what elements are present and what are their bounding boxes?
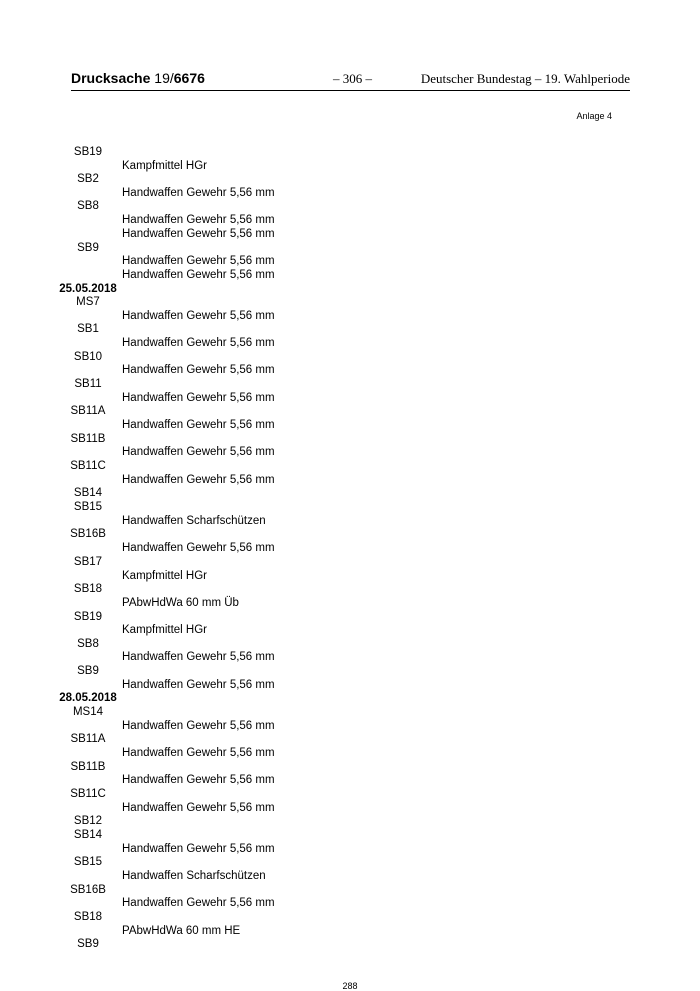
item-description: Kampfmittel HGr [122, 624, 207, 636]
item-description: Handwaffen Gewehr 5,56 mm [122, 364, 275, 376]
item-description: Handwaffen Gewehr 5,56 mm [122, 214, 275, 226]
item-description: PAbwHdWa 60 mm HE [122, 925, 241, 937]
item-description: PAbwHdWa 60 mm Üb [122, 597, 239, 609]
unit-code: SB11A [70, 733, 106, 745]
item-description: Handwaffen Gewehr 5,56 mm [122, 720, 275, 732]
unit-code: SB8 [77, 200, 99, 212]
page-number: 288 [342, 981, 358, 991]
unit-code: SB9 [77, 665, 99, 677]
unit-code: MS7 [76, 296, 100, 308]
item-description: Handwaffen Gewehr 5,56 mm [122, 392, 275, 404]
unit-code: SB18 [73, 583, 103, 595]
unit-code: MS14 [72, 706, 104, 718]
unit-code: SB14 [73, 829, 103, 841]
item-description: Handwaffen Scharfschützen [122, 870, 266, 882]
item-description: Handwaffen Gewehr 5,56 mm [122, 228, 275, 240]
unit-code: SB11B [70, 433, 106, 445]
unit-code: SB9 [77, 242, 99, 254]
date-heading: 28.05.2018 [59, 692, 117, 704]
item-description: Handwaffen Gewehr 5,56 mm [122, 747, 275, 759]
publisher: Deutscher Bundestag – 19. Wahlperiode [420, 71, 630, 86]
unit-code: SB11C [70, 460, 106, 472]
item-description: Handwaffen Gewehr 5,56 mm [122, 897, 275, 909]
item-description: Handwaffen Gewehr 5,56 mm [122, 187, 275, 199]
unit-code: SB1 [77, 323, 99, 335]
unit-code: SB14 [73, 487, 103, 499]
unit-code: SB19 [73, 611, 103, 623]
unit-code: SB15 [73, 856, 103, 868]
document-number-suffix: 6676 [173, 70, 205, 86]
unit-code: SB9 [77, 938, 99, 950]
unit-code: SB17 [73, 556, 103, 568]
document-number-prefix: 19/ [150, 70, 174, 86]
item-description: Handwaffen Gewehr 5,56 mm [122, 337, 275, 349]
item-description: Handwaffen Gewehr 5,56 mm [122, 419, 275, 431]
item-description: Handwaffen Gewehr 5,56 mm [122, 255, 275, 267]
item-description: Handwaffen Gewehr 5,56 mm [122, 843, 275, 855]
item-description: Kampfmittel HGr [122, 570, 207, 582]
unit-code: SB11C [70, 788, 106, 800]
page-counter: – 306 – [333, 71, 372, 86]
unit-code: SB11 [74, 378, 102, 390]
unit-code: SB8 [77, 638, 99, 650]
unit-code: SB11A [70, 405, 106, 417]
unit-code: SB16B [70, 528, 106, 540]
item-description: Handwaffen Gewehr 5,56 mm [122, 774, 275, 786]
unit-code: SB12 [73, 815, 103, 827]
unit-code: SB19 [73, 146, 103, 158]
unit-code: SB11B [70, 761, 106, 773]
item-description: Handwaffen Gewehr 5,56 mm [122, 542, 275, 554]
item-description: Kampfmittel HGr [122, 160, 207, 172]
item-description: Handwaffen Scharfschützen [122, 515, 266, 527]
unit-code: SB15 [73, 501, 103, 513]
unit-code: SB10 [73, 351, 103, 363]
item-description: Handwaffen Gewehr 5,56 mm [122, 802, 275, 814]
item-description: Handwaffen Gewehr 5,56 mm [122, 651, 275, 663]
annex-label: Anlage 4 [576, 111, 612, 121]
date-heading: 25.05.2018 [59, 283, 117, 295]
unit-code: SB18 [73, 911, 103, 923]
item-description: Handwaffen Gewehr 5,56 mm [122, 474, 275, 486]
unit-code: SB2 [77, 173, 99, 185]
item-description: Handwaffen Gewehr 5,56 mm [122, 679, 275, 691]
item-description: Handwaffen Gewehr 5,56 mm [122, 269, 275, 281]
item-description: Handwaffen Gewehr 5,56 mm [122, 310, 275, 322]
unit-code: SB16B [70, 884, 106, 896]
document-label: Drucksache [71, 70, 151, 86]
item-description: Handwaffen Gewehr 5,56 mm [122, 446, 275, 458]
